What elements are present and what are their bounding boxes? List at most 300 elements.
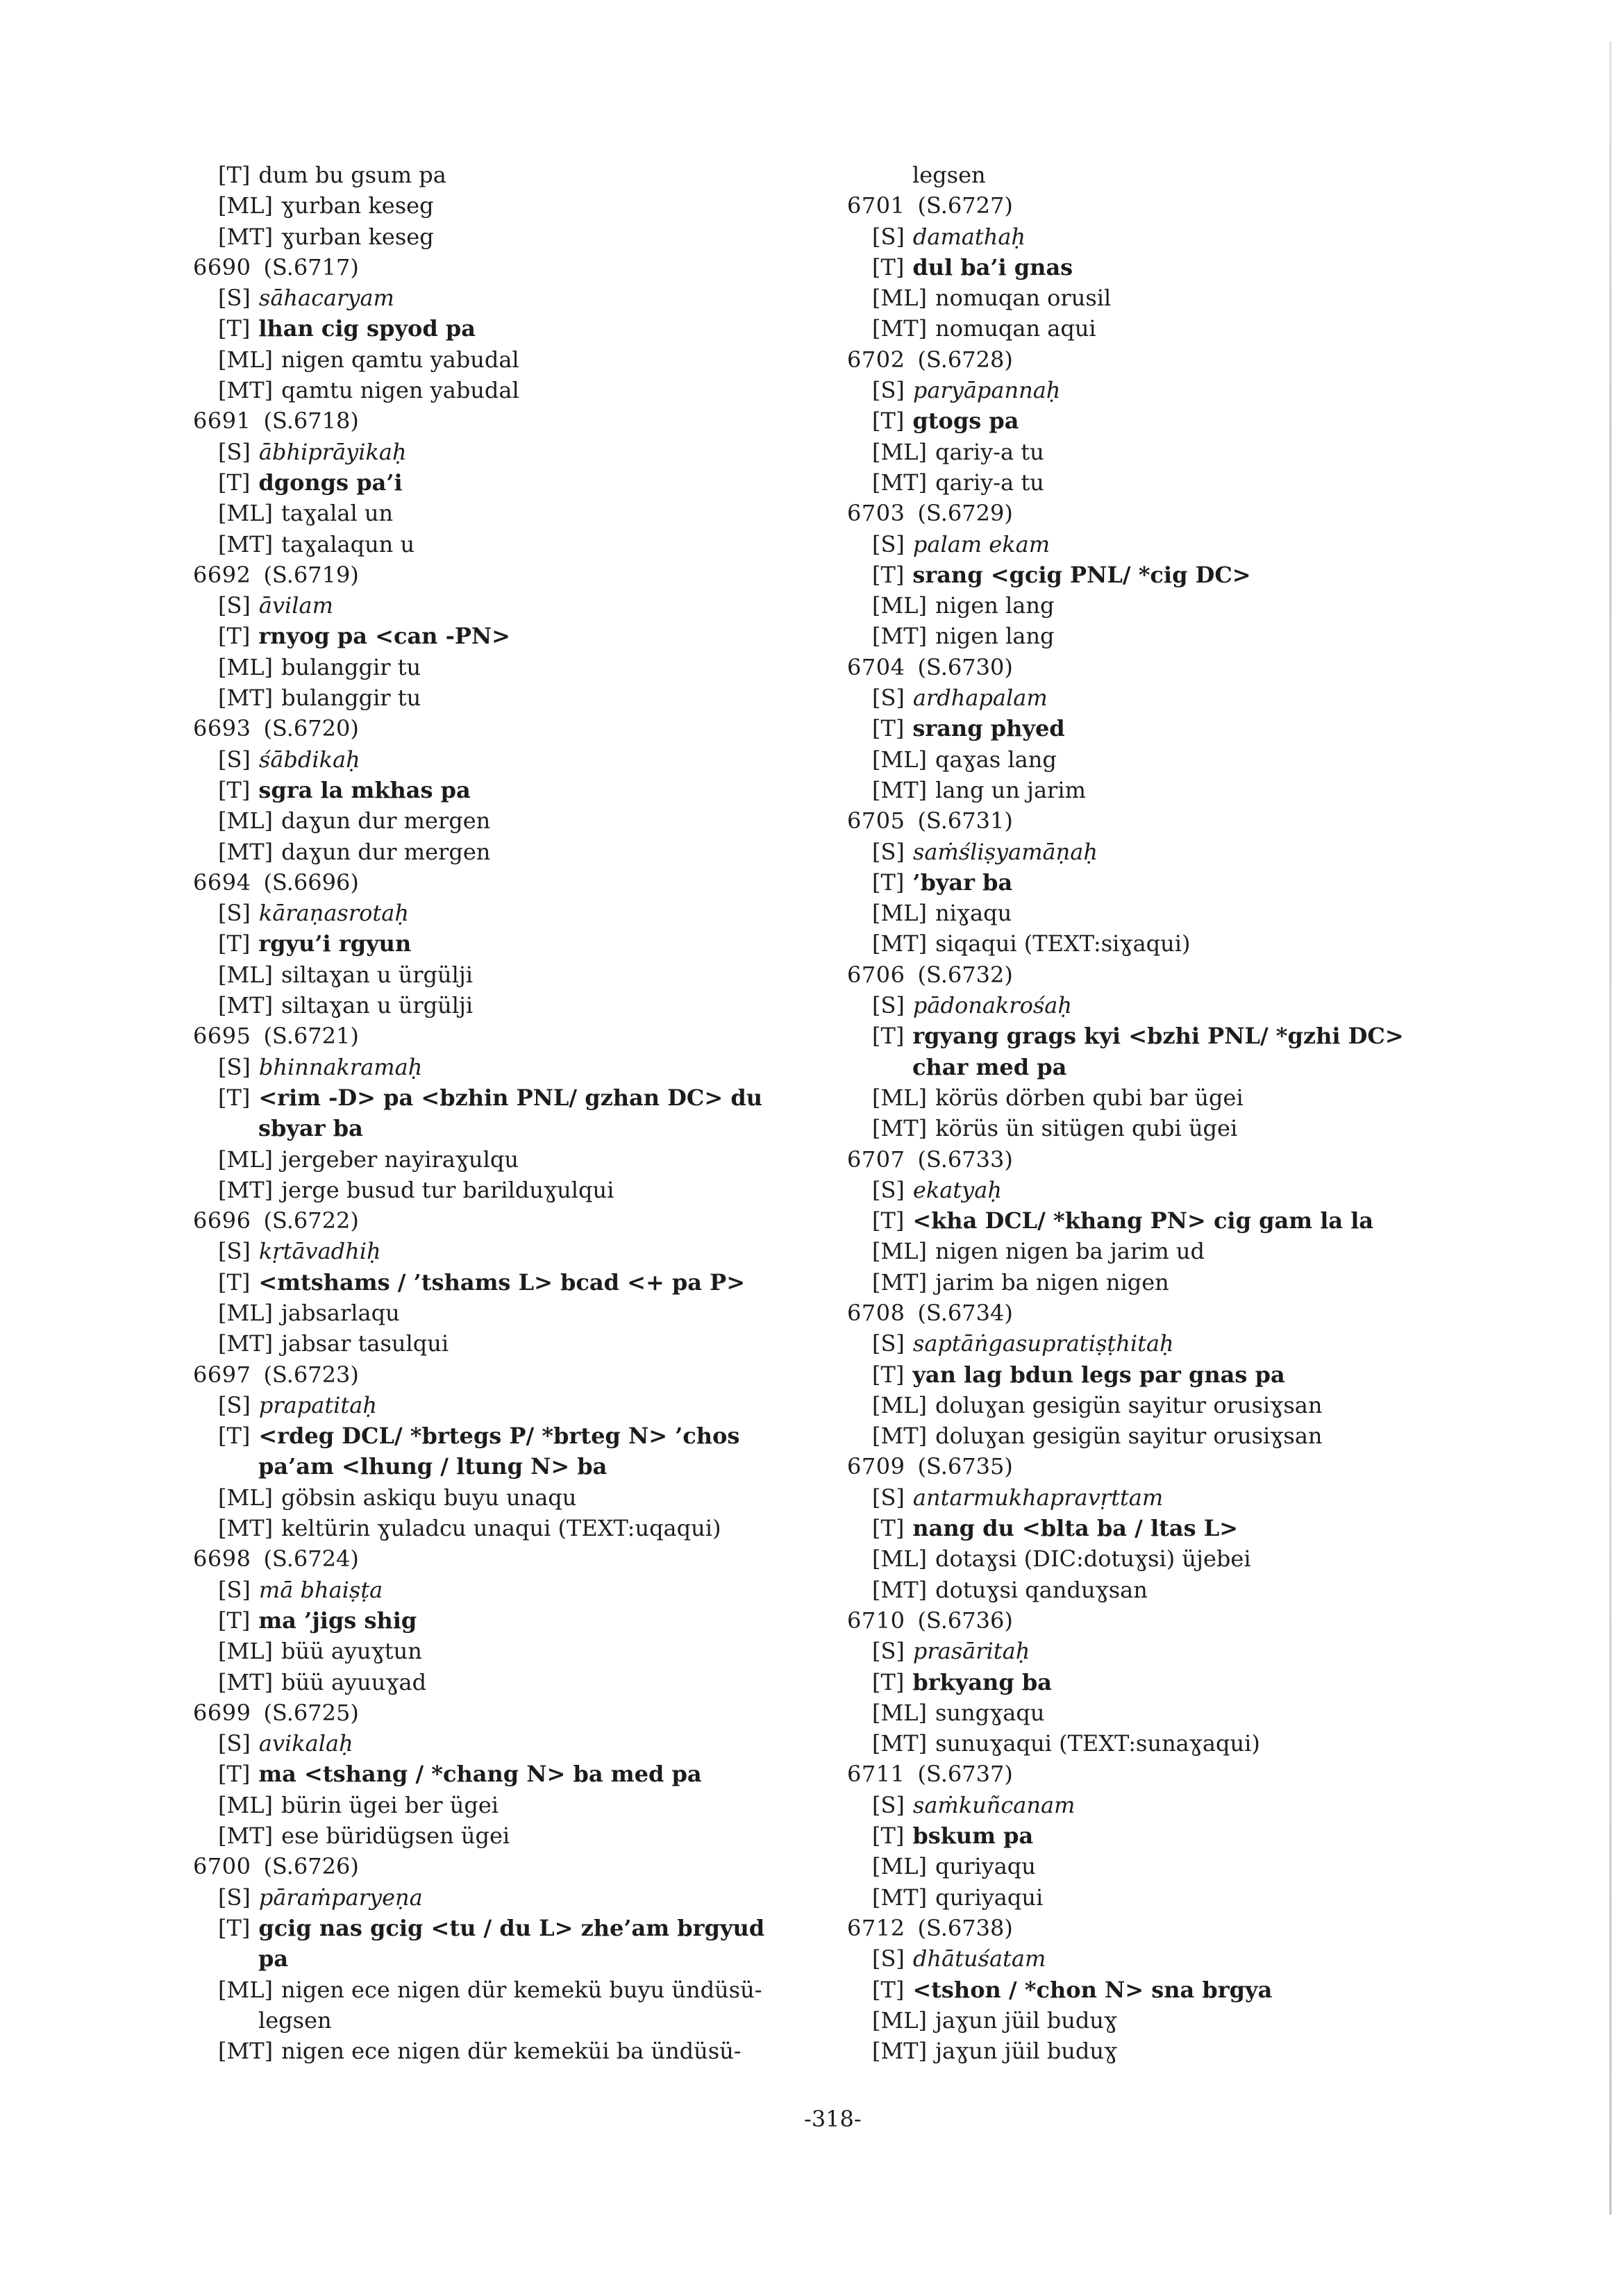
gloss-text: qariy-a tu — [935, 469, 1044, 496]
language-tag: [ML] — [872, 1084, 927, 1111]
language-tag: [ML] — [218, 807, 273, 835]
gloss-line — [193, 805, 880, 836]
entry-reference: (S.6722) — [263, 1207, 359, 1234]
gloss-text: <mtshams / ’tshams L> bcad <+ pa P> — [258, 1268, 746, 1296]
gloss-line — [847, 1021, 1534, 1051]
gloss-text: büü ayuuɣad — [281, 1668, 427, 1695]
gloss-line — [193, 682, 880, 713]
entry-number-line — [847, 1451, 1534, 1482]
gloss-line — [193, 590, 880, 621]
language-tag: [ML] — [872, 1238, 927, 1265]
entry-reference: (S.6718) — [263, 408, 359, 435]
gloss-text: bhinnakramaḥ — [258, 1053, 423, 1080]
entry-reference: (S.6728) — [917, 346, 1013, 373]
gloss-line — [847, 1636, 1534, 1666]
entry-reference: (S.6732) — [917, 961, 1013, 988]
gloss-text: prasāritaḥ — [912, 1638, 1030, 1665]
language-tag: [T] — [218, 623, 251, 650]
gloss-line — [847, 437, 1534, 467]
gloss-line — [193, 1052, 880, 1082]
gloss-line — [847, 2005, 1534, 2036]
gloss-line — [193, 1482, 880, 1513]
language-tag: [MT] — [872, 623, 928, 650]
language-tag: [ML] — [872, 2006, 927, 2034]
gloss-text: nang du <blta ba / ltas L> — [912, 1515, 1239, 1542]
entry-reference: (S.6720) — [263, 715, 359, 742]
gloss-line — [193, 1175, 880, 1205]
language-tag: [T] — [872, 1976, 905, 2003]
entry-number-line — [847, 1298, 1534, 1328]
language-tag: [S] — [218, 1053, 251, 1080]
language-tag: [MT] — [218, 838, 274, 865]
language-tag: [S] — [872, 992, 905, 1019]
gloss-line — [193, 344, 880, 375]
language-tag: [T] — [218, 1914, 251, 1941]
language-tag: [MT] — [872, 776, 928, 803]
entry-reference: (S.6738) — [917, 1914, 1013, 1941]
gloss-line — [847, 560, 1534, 590]
gloss-line — [193, 1575, 880, 1605]
language-tag: [MT] — [872, 1730, 928, 1757]
gloss-text: āvilam — [258, 592, 333, 619]
gloss-line — [193, 1790, 880, 1820]
entry-number-line — [847, 1605, 1534, 1636]
gloss-line — [193, 1267, 880, 1298]
gloss-line — [193, 2036, 880, 2066]
gloss-line — [847, 1943, 1534, 1974]
language-tag: [S] — [872, 685, 905, 712]
entry-reference: (S.6721) — [263, 1023, 359, 1050]
language-tag: [MT] — [218, 1668, 274, 1695]
gloss-text: sunuɣaqui (TEXT:sunaɣaqui) — [935, 1730, 1260, 1757]
entry-number: 6712 — [847, 1914, 905, 1941]
gloss-text: qaɣas lang — [935, 746, 1057, 773]
gloss-line — [847, 1236, 1534, 1266]
gloss-text: lang un jarim — [935, 776, 1086, 803]
gloss-line — [193, 1236, 880, 1266]
entry-reference: (S.6729) — [917, 500, 1013, 527]
gloss-text: ese büridügsen ügei — [281, 1822, 510, 1850]
language-tag: [MT] — [872, 469, 928, 496]
gloss-line — [847, 990, 1534, 1021]
language-tag: [MT] — [218, 2038, 274, 2065]
language-tag: [T] — [218, 315, 251, 342]
entry-reference: (S.6726) — [263, 1853, 359, 1880]
entry-reference: (S.6725) — [263, 1699, 359, 1726]
gloss-text: daɣun dur mergen — [281, 838, 491, 865]
gloss-text: ’byar ba — [912, 869, 1013, 896]
gloss-text: avikalaḥ — [258, 1730, 353, 1757]
gloss-text: jaɣun jüil buduɣ — [935, 2006, 1118, 2034]
entry-number: 6702 — [847, 346, 905, 373]
language-tag: [T] — [872, 1515, 905, 1542]
gloss-text: paryāpannaḥ — [912, 377, 1061, 404]
gloss-line — [847, 1820, 1534, 1851]
entry-number: 6711 — [847, 1761, 905, 1788]
gloss-line — [847, 252, 1534, 283]
scan-edge — [1609, 42, 1612, 2215]
gloss-continuation — [847, 1052, 1534, 1082]
language-tag: [MT] — [872, 1423, 928, 1450]
gloss-text: ɣurban keseg — [281, 192, 434, 219]
gloss-line — [193, 990, 880, 1021]
gloss-line — [193, 1728, 880, 1759]
gloss-line — [193, 1144, 880, 1175]
gloss-line — [193, 498, 880, 528]
entry-reference: (S.6733) — [917, 1146, 1013, 1173]
gloss-text: damathaḥ — [912, 223, 1026, 250]
gloss-line — [193, 437, 880, 467]
language-tag: [T] — [872, 1361, 905, 1388]
gloss-text: prapatitaḥ — [258, 1391, 377, 1418]
language-tag: [MT] — [218, 1176, 274, 1203]
language-tag: [MT] — [872, 1115, 928, 1142]
gloss-text: śābdikaḥ — [258, 746, 360, 773]
entry-reference: (S.6734) — [917, 1299, 1013, 1326]
gloss-line — [847, 1667, 1534, 1698]
gloss-line — [193, 1421, 880, 1451]
gloss-text: legsen — [258, 2006, 332, 2034]
gloss-text: dul ba’i gnas — [912, 253, 1073, 280]
language-tag: [T] — [218, 930, 251, 957]
entry-number-line — [847, 1144, 1534, 1175]
gloss-text: doluɣan gesigün sayitur orusiɣsan — [935, 1391, 1323, 1418]
gloss-line — [847, 621, 1534, 651]
entry-reference: (S.6723) — [263, 1361, 359, 1388]
entry-number: 6700 — [193, 1853, 251, 1880]
gloss-line — [193, 928, 880, 959]
gloss-line — [847, 1882, 1534, 1913]
entry-number-line — [847, 1913, 1534, 1943]
gloss-line — [193, 1913, 880, 1943]
gloss-text: yan lag bdun legs par gnas pa — [912, 1361, 1285, 1388]
gloss-text: <kha DCL/ *khang PN> cig gam la la — [912, 1207, 1374, 1234]
language-tag: [S] — [218, 746, 251, 773]
language-tag: [ML] — [218, 500, 273, 527]
gloss-text: char med pa — [912, 1053, 1067, 1080]
language-tag: [S] — [218, 1391, 251, 1418]
entry-number: 6694 — [193, 869, 251, 896]
language-tag: [MT] — [218, 1822, 274, 1850]
gloss-line — [847, 682, 1534, 713]
language-tag: [T] — [872, 253, 905, 280]
language-tag: [T] — [872, 408, 905, 435]
entry-number-line — [193, 1543, 880, 1574]
language-tag: [S] — [872, 377, 905, 404]
language-tag: [T] — [872, 561, 905, 588]
gloss-line — [847, 1543, 1534, 1574]
gloss-line — [193, 313, 880, 344]
language-tag: [T] — [218, 1084, 251, 1111]
gloss-text: dum bu gsum pa — [258, 162, 446, 188]
gloss-text: srang <gcig PNL/ *cig DC> — [912, 561, 1251, 588]
gloss-line — [847, 313, 1534, 344]
gloss-line — [847, 1175, 1534, 1205]
gloss-text: taɣalaqun u — [281, 530, 415, 558]
gloss-text: <rdeg DCL/ *brtegs P/ *brteg N> ’chos — [258, 1423, 740, 1450]
gloss-line — [193, 1298, 880, 1328]
entry-number-line — [847, 190, 1534, 221]
gloss-text: nomuqan orusil — [935, 285, 1112, 312]
gloss-text: brkyang ba — [912, 1668, 1052, 1695]
gloss-line — [847, 775, 1534, 805]
entry-number: 6703 — [847, 500, 905, 527]
gloss-line — [847, 467, 1534, 498]
gloss-line — [193, 1667, 880, 1698]
gloss-line — [847, 1113, 1534, 1143]
gloss-line — [847, 837, 1534, 867]
entry-number-line — [193, 1359, 880, 1390]
gloss-line — [847, 1851, 1534, 1882]
entry-reference: (S.6731) — [917, 807, 1013, 835]
gloss-line — [847, 744, 1534, 775]
language-tag: [S] — [872, 1791, 905, 1818]
gloss-text: ekatyaḥ — [912, 1176, 1002, 1203]
gloss-line — [847, 867, 1534, 898]
gloss-text: kṛtāvadhiḥ — [258, 1238, 381, 1265]
gloss-line — [847, 375, 1534, 405]
language-tag: [MT] — [218, 1330, 274, 1357]
entry-number-line — [847, 652, 1534, 682]
language-tag: [T] — [872, 1207, 905, 1234]
gloss-text: niɣaqu — [935, 900, 1012, 927]
language-tag: [S] — [872, 1484, 905, 1511]
language-tag: [MT] — [218, 530, 274, 558]
language-tag: [ML] — [218, 1791, 273, 1818]
gloss-line — [193, 1390, 880, 1421]
gloss-text: bulanggir tu — [281, 685, 421, 712]
gloss-text: legsen — [912, 162, 986, 188]
gloss-text: antarmukhapravṛttam — [912, 1484, 1164, 1511]
gloss-line — [193, 1820, 880, 1851]
entry-number-line — [193, 713, 880, 744]
gloss-line — [193, 1975, 880, 2005]
language-tag: [ML] — [872, 746, 927, 773]
language-tag: [MT] — [218, 685, 274, 712]
language-tag: [S] — [872, 223, 905, 250]
language-tag: [S] — [218, 438, 251, 465]
gloss-text: bürin ügei ber ügei — [281, 1791, 499, 1818]
entry-number-line — [193, 252, 880, 283]
entry-number: 6693 — [193, 715, 251, 742]
language-tag: [S] — [872, 1330, 905, 1357]
entry-number: 6698 — [193, 1545, 251, 1573]
gloss-text: daɣun dur mergen — [281, 807, 491, 835]
language-tag: [MT] — [872, 2038, 928, 2065]
entry-number: 6691 — [193, 408, 251, 435]
gloss-text: jaɣun jüil buduɣ — [935, 2038, 1118, 2065]
language-tag: [T] — [872, 1668, 905, 1695]
gloss-line — [847, 1698, 1534, 1728]
language-tag: [T] — [872, 715, 905, 742]
gloss-line — [847, 1205, 1534, 1236]
right-column — [847, 160, 1534, 2066]
gloss-text: lhan cig spyod pa — [258, 315, 476, 342]
language-tag: [ML] — [218, 192, 273, 219]
gloss-text: gtogs pa — [912, 408, 1019, 435]
gloss-text: körüs dörben qubi bar ügei — [935, 1084, 1244, 1111]
gloss-text: ma ’jigs shig — [258, 1607, 417, 1634]
gloss-text: ābhiprāyikaḥ — [258, 438, 407, 465]
gloss-text: keltürin ɣuladcu unaqui (TEXT:uqaqui) — [281, 1515, 721, 1542]
gloss-text: pādonakrośaḥ — [912, 992, 1072, 1019]
gloss-line — [847, 1482, 1534, 1513]
language-tag: [S] — [218, 900, 251, 927]
gloss-line — [193, 1513, 880, 1543]
language-tag: [T] — [872, 1822, 905, 1850]
entry-number-line — [193, 1021, 880, 1051]
gloss-line — [847, 1359, 1534, 1390]
gloss-text: sungɣaqu — [935, 1699, 1045, 1726]
language-tag: [MT] — [218, 223, 274, 250]
entry-number: 6695 — [193, 1023, 251, 1050]
gloss-text: gcig nas gcig <tu / du L> zhe’am brgyud — [258, 1914, 765, 1941]
gloss-text: kāraṇasrotaḥ — [258, 900, 409, 927]
gloss-line — [193, 652, 880, 682]
gloss-text: nomuqan aqui — [935, 315, 1096, 342]
gloss-text: saṁśliṣyamāṇaḥ — [912, 838, 1098, 865]
gloss-line — [847, 405, 1534, 436]
entry-number-line — [847, 1759, 1534, 1789]
gloss-line — [847, 1975, 1534, 2005]
entry-number: 6709 — [847, 1453, 905, 1480]
gloss-text: nigen lang — [935, 592, 1055, 619]
gloss-text: dgongs pa’i — [258, 469, 403, 496]
language-tag: [S] — [218, 285, 251, 312]
language-tag: [S] — [218, 1730, 251, 1757]
gloss-text: körüs ün sitügen qubi ügei — [935, 1115, 1238, 1142]
entry-number: 6690 — [193, 253, 251, 280]
gloss-text: büü ayuɣtun — [281, 1638, 422, 1665]
entry-number-line — [847, 805, 1534, 836]
gloss-line — [193, 960, 880, 990]
language-tag: [ML] — [872, 1699, 927, 1726]
gloss-continuation — [193, 1451, 880, 1482]
gloss-continuation — [193, 1113, 880, 1143]
gloss-line — [847, 1790, 1534, 1820]
gloss-line — [193, 744, 880, 775]
gloss-line — [193, 775, 880, 805]
entry-reference: (S.6730) — [917, 653, 1013, 680]
language-tag: [ML] — [218, 346, 273, 373]
entry-reference: (S.6696) — [263, 869, 359, 896]
language-tag: [T] — [218, 469, 251, 496]
language-tag: [MT] — [872, 930, 928, 957]
gloss-line — [193, 1759, 880, 1789]
language-tag: [MT] — [218, 1515, 274, 1542]
entry-number-line — [193, 560, 880, 590]
gloss-line — [193, 1328, 880, 1359]
gloss-text: dotuɣsi qanduɣsan — [935, 1576, 1148, 1603]
left-column — [193, 160, 880, 2066]
language-tag: [S] — [872, 838, 905, 865]
gloss-line — [847, 1082, 1534, 1113]
gloss-text: qariy-a tu — [935, 438, 1044, 465]
gloss-line — [193, 1882, 880, 1913]
gloss-text: sāhacaryam — [258, 285, 394, 312]
entry-number: 6699 — [193, 1699, 251, 1726]
language-tag: [S] — [218, 1576, 251, 1603]
entry-number: 6692 — [193, 561, 251, 588]
language-tag: [MT] — [218, 377, 274, 404]
entry-reference: (S.6736) — [917, 1607, 1013, 1634]
gloss-text: quriyaqui — [935, 1884, 1044, 1911]
gloss-line — [193, 1082, 880, 1113]
entry-number-line — [847, 498, 1534, 528]
gloss-text: sgra la mkhas pa — [258, 776, 471, 803]
gloss-line — [847, 1575, 1534, 1605]
language-tag: [ML] — [872, 900, 927, 927]
gloss-text: <rim -D> pa <bzhin PNL/ gzhan DC> du — [258, 1084, 762, 1111]
gloss-line — [847, 928, 1534, 959]
gloss-text: jabsar tasulqui — [281, 1330, 449, 1357]
entry-number: 6706 — [847, 961, 905, 988]
gloss-text: saptāṅgasupratiṣṭhitaḥ — [912, 1330, 1174, 1357]
gloss-line — [847, 1513, 1534, 1543]
language-tag: [ML] — [872, 1853, 927, 1880]
entry-number-line — [193, 1698, 880, 1728]
gloss-continuation — [193, 1943, 880, 1974]
gloss-text: rnyog pa <can -PN> — [258, 623, 510, 650]
language-tag: [ML] — [218, 961, 273, 988]
gloss-text: palam ekam — [912, 530, 1050, 558]
gloss-text: bskum pa — [912, 1822, 1034, 1850]
entry-number-line — [847, 344, 1534, 375]
entry-reference: (S.6737) — [917, 1761, 1013, 1788]
gloss-text: siltaɣan u ürgülji — [281, 992, 474, 1019]
language-tag: [ML] — [218, 1299, 273, 1326]
gloss-text: bulanggir tu — [281, 653, 421, 680]
gloss-text: nigen ece nigen dür kemekü buyu ündüsü- — [281, 1976, 762, 2003]
gloss-line — [847, 221, 1534, 252]
language-tag: [MT] — [218, 992, 274, 1019]
gloss-text: siqaqui (TEXT:siɣaqui) — [935, 930, 1191, 957]
gloss-text: srang phyed — [912, 715, 1065, 742]
entry-number: 6696 — [193, 1207, 251, 1234]
gloss-continuation — [193, 2005, 880, 2036]
gloss-line — [193, 529, 880, 560]
language-tag: [S] — [872, 1638, 905, 1665]
entry-number: 6701 — [847, 192, 905, 219]
gloss-line — [847, 1728, 1534, 1759]
gloss-line — [847, 2036, 1534, 2066]
gloss-text: ɣurban keseg — [281, 223, 434, 250]
gloss-line — [847, 590, 1534, 621]
gloss-text: jabsarlaqu — [281, 1299, 400, 1326]
gloss-text: pa — [258, 1945, 289, 1972]
language-tag: [T] — [872, 1023, 905, 1050]
language-tag: [ML] — [872, 1391, 927, 1418]
entry-number-line — [193, 1851, 880, 1882]
gloss-line — [193, 1605, 880, 1636]
gloss-text: saṁkuñcanam — [912, 1791, 1075, 1818]
language-tag: [ML] — [218, 1976, 273, 2003]
language-tag: [T] — [218, 776, 251, 803]
gloss-text: siltaɣan u ürgülji — [281, 961, 474, 988]
language-tag: [ML] — [218, 1638, 273, 1665]
gloss-text: jarim ba nigen nigen — [935, 1268, 1169, 1296]
entry-number: 6707 — [847, 1146, 905, 1173]
entry-number-line — [193, 405, 880, 436]
language-tag: [S] — [872, 1176, 905, 1203]
gloss-text: nigen ece nigen dür kemeküi ba ündüsü- — [281, 2038, 742, 2065]
language-tag: [T] — [218, 1268, 251, 1296]
language-tag: [MT] — [872, 1576, 928, 1603]
gloss-text: nigen qamtu yabudal — [281, 346, 519, 373]
gloss-line — [847, 283, 1534, 313]
language-tag: [T] — [218, 162, 251, 188]
gloss-line — [847, 529, 1534, 560]
